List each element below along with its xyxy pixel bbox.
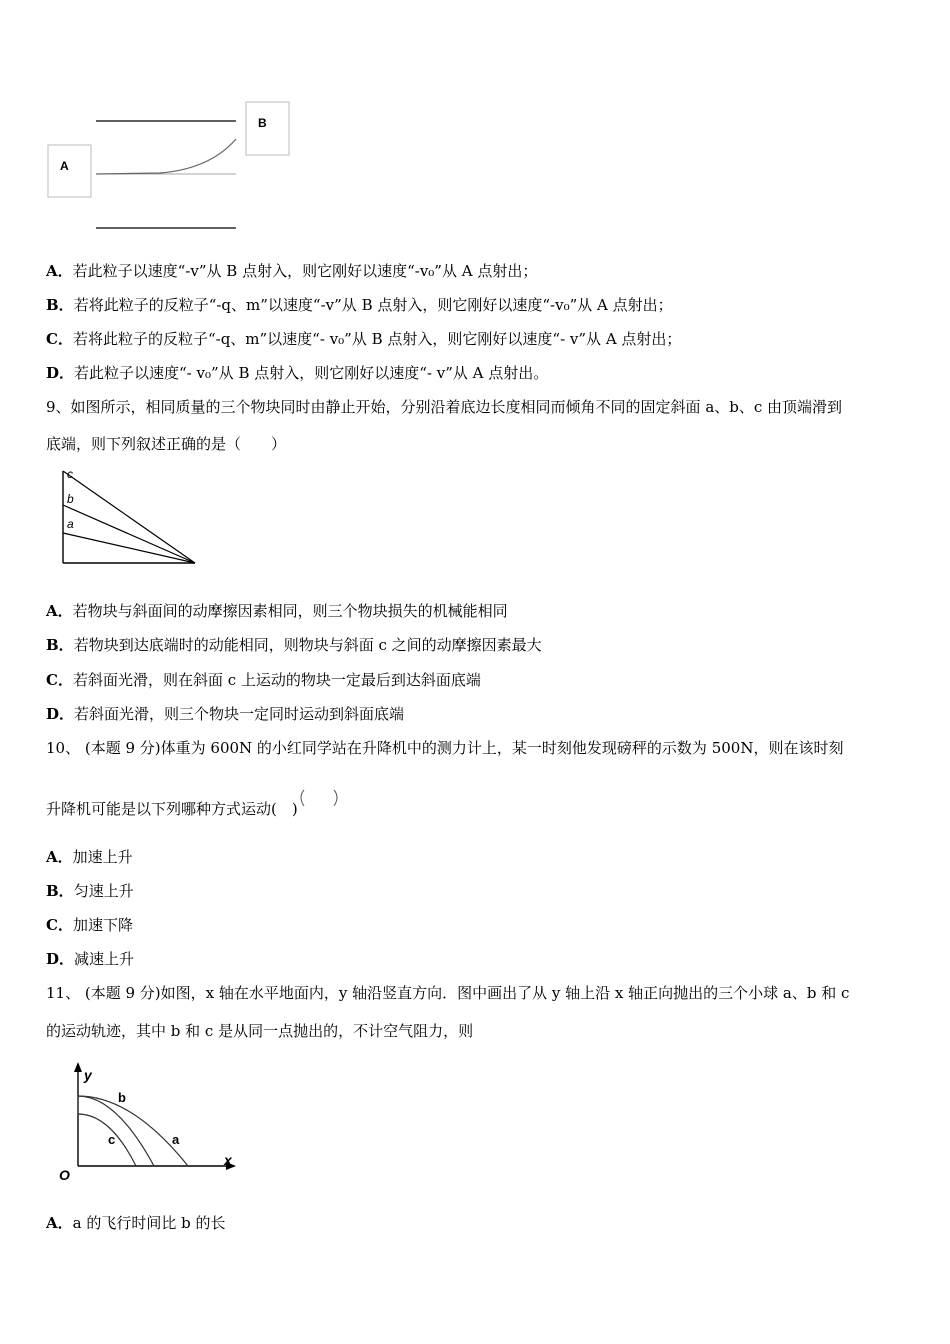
q8-option-d: D．若此粒子以速度“- v₀”从 B 点射入，则它刚好以速度“- v”从 A 点射出。 bbox=[46, 364, 549, 382]
incline-label-b: b bbox=[67, 492, 74, 506]
q9-option-b: B．若物块到达底端时的动能相同，则物块与斜面 c 之间的动摩擦因素最大 bbox=[46, 636, 542, 654]
q9-option-a: A．若物块与斜面间的动摩擦因素相同，则三个物块损失的机械能相同 bbox=[46, 602, 508, 620]
q8-option-a: A．若此粒子以速度“-v”从 B 点射入，则它刚好以速度“-v₀”从 A 点射出； bbox=[46, 262, 538, 280]
q9-stem-line1: 9、如图所示，相同质量的三个物块同时由静止开始，分别沿着底边长度相同而倾角不同的固定斜面 a、b、c 由顶端滑到 bbox=[46, 398, 843, 416]
q8-option-b: B．若将此粒子的反粒子“-q、m”以速度“-v”从 B 点射入，则它刚好以速度“-v₀”从 A 点射出； bbox=[46, 296, 673, 314]
q9-option-c: C．若斜面光滑，则在斜面 c 上运动的物块一定最后到达斜面底端 bbox=[46, 671, 481, 689]
figure-label-b: B bbox=[258, 116, 267, 130]
q11-option-a: A．a 的飞行时间比 b 的长 bbox=[46, 1214, 226, 1232]
q10-stem-line1: 10、 (本题 9 分)体重为 600N 的小红同学站在升降机中的测力计上，某一时刻他发现磅秤的示数为 500N，则在该时刻 bbox=[46, 739, 844, 757]
q9-stem-line2: 底端，则下列叙述正确的是（ ） bbox=[46, 435, 287, 453]
axis-label-origin: O bbox=[59, 1167, 70, 1183]
trajectory-label-b: b bbox=[118, 1090, 126, 1105]
q10-option-b: B．匀速上升 bbox=[46, 882, 134, 900]
q10-answer-paren: ( ) bbox=[271, 800, 298, 818]
trajectory-label-a: a bbox=[172, 1132, 180, 1147]
trajectory-label-c: c bbox=[108, 1132, 116, 1147]
q10-option-a: A．加速上升 bbox=[46, 848, 133, 866]
figure-inclines bbox=[55, 465, 205, 570]
figure-particle-path bbox=[40, 95, 300, 265]
figure-projectiles bbox=[50, 1058, 245, 1188]
q10-option-c: C．加速下降 bbox=[46, 916, 133, 934]
incline-label-a: a bbox=[67, 517, 74, 531]
q10-paren-mark bbox=[296, 788, 342, 812]
axis-label-x: x bbox=[224, 1152, 232, 1168]
q10-stem-line2: 升降机可能是以下列哪种方式运动( ) bbox=[46, 800, 298, 818]
q9-option-d: D．若斜面光滑，则三个物块一定同时运动到斜面底端 bbox=[46, 705, 405, 723]
axis-label-y: y bbox=[84, 1067, 92, 1083]
q10-option-d: D．减速上升 bbox=[46, 950, 135, 968]
figure-label-a: A bbox=[60, 159, 69, 173]
q11-stem-line1: 11、 (本题 9 分)如图，x 轴在水平地面内，y 轴沿竖直方向．图中画出了从 y 轴上沿 x 轴正向抛出的三个小球 a、b 和 c bbox=[46, 984, 850, 1002]
incline-label-c: c bbox=[67, 467, 73, 481]
q11-stem-line2: 的运动轨迹，其中 b 和 c 是从同一点抛出的，不计空气阻力，则 bbox=[46, 1022, 474, 1040]
q8-option-c: C．若将此粒子的反粒子“-q、m”以速度“- v₀”从 B 点射入，则它刚好以速度“- v”从 A 点射出； bbox=[46, 330, 682, 348]
